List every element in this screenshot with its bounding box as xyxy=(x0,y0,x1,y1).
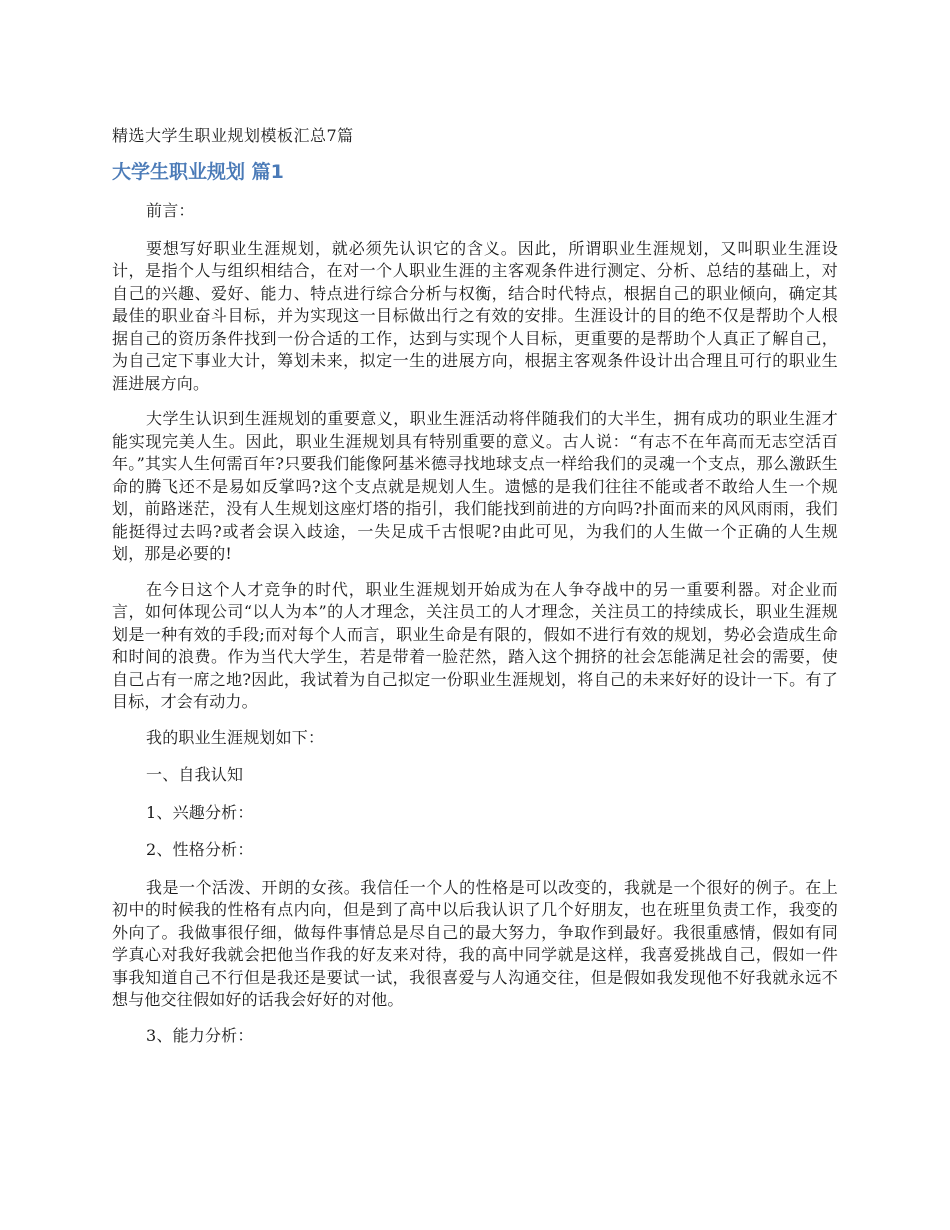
subheading-interest-analysis: 1、兴趣分析： xyxy=(146,802,254,822)
document-content xyxy=(112,124,838,1062)
paragraph-preface-label: 前言： xyxy=(146,201,195,220)
paragraph: 我是一个活泼、开朗的女孩。我信任一个人的性格是可以改变的，我就是一个很好的例子。在上初中的时候我的性格有点内向，但是到了高中以后我认识了几个好朋友，也在班里负责工作，我变的外向了。我做事很仔细，做每件事情总是尽自己的最大努力，争取作到最好。我很重感情，假如有同学真心对我好我就会把他当作我的好友来对待，我的高中同学就是这样，我喜爱挑战自己，假如一件事我知道自己不行但是我还是要试一试，我很喜爱与人沟通交往，但是假如我发现他不好我就永远不想与他交往假如好的话我会好好的对他。 xyxy=(112,877,838,1009)
section-heading: 大学生职业规划 篇1 xyxy=(112,161,284,183)
paragraph: 要想写好职业生涯规划，就必须先认识它的含义。因此，所谓职业生涯规划，又叫职业生涯设计，是指个人与组织相结合，在对一个人职业生涯的主客观条件进行测定、分析、总结的基础上，对自己的兴趣、爱好、能力、特点进行综合分析与权衡，结合时代特点，根据自己的职业倾向，确定其最佳的职业奋斗目标，并为实现这一目标做出行之有效的安排。生涯设计的目的绝不仅是帮助个人根据自己的资历条件找到一份合适的工作，达到与实现个人目标，更重要的是帮助个人真正了解自己，为自己定下事业大计，筹划未来，拟定一生的进展方向，根据主客观条件设计出合理且可行的职业生涯进展方向。 xyxy=(112,238,838,393)
subheading-ability-analysis: 3、能力分析： xyxy=(146,1025,254,1045)
document-title: 精选大学生职业规划模板汇总7篇 xyxy=(112,126,354,145)
subheading-self-awareness: 一、自我认知 xyxy=(146,765,244,784)
subheading-personality-analysis: 2、性格分析： xyxy=(146,840,254,859)
paragraph: 大学生认识到生涯规划的重要意义，职业生涯活动将伴随我们的大半生，拥有成功的职业生涯才能实现完美人生。因此，职业生涯规划具有特别重要的意义。古人说：“有志不在年高而无志空活百年。”其实人生何需百年?只要我们能像阿基米德寻找地球支点一样给我们的灵魂一个支点，那么激跃生命的腾飞还不是易如反掌吗?这个支点就是规划人生。遗憾的是我们往往不能或者不敢给人生一个规划，前路迷茫，没有人生规划这座灯塔的指引，我们能找到前进的方向吗?扑面而来的风风雨雨，我们能挺得过去吗?或者会误入歧途，一失足成千古恨呢?由此可见，为我们的人生做一个正确的人生规划，那是必要的! xyxy=(112,409,838,563)
paragraph: 我的职业生涯规划如下： xyxy=(146,727,325,747)
paragraph: 在今日这个人才竞争的时代，职业生涯规划开始成为在人争夺战中的另一重要利器。对企业而言，如何体现公司“以人为本”的人才理念，关注员工的人才理念，关注员工的持续成长，职业生涯规划是一种有效的手段;而对每个人而言，职业生命是有限的，假如不进行有效的规划，势必会造成生命和时间的浪费。作为当代大学生，若是带着一脸茫然，踏入这个拥挤的社会怎能满足社会的需要，使自己占有一席之地?因此，我试着为自己拟定一份职业生涯规划，将自己的未来好好的设计一下。有了目标，才会有动力。 xyxy=(112,579,838,711)
